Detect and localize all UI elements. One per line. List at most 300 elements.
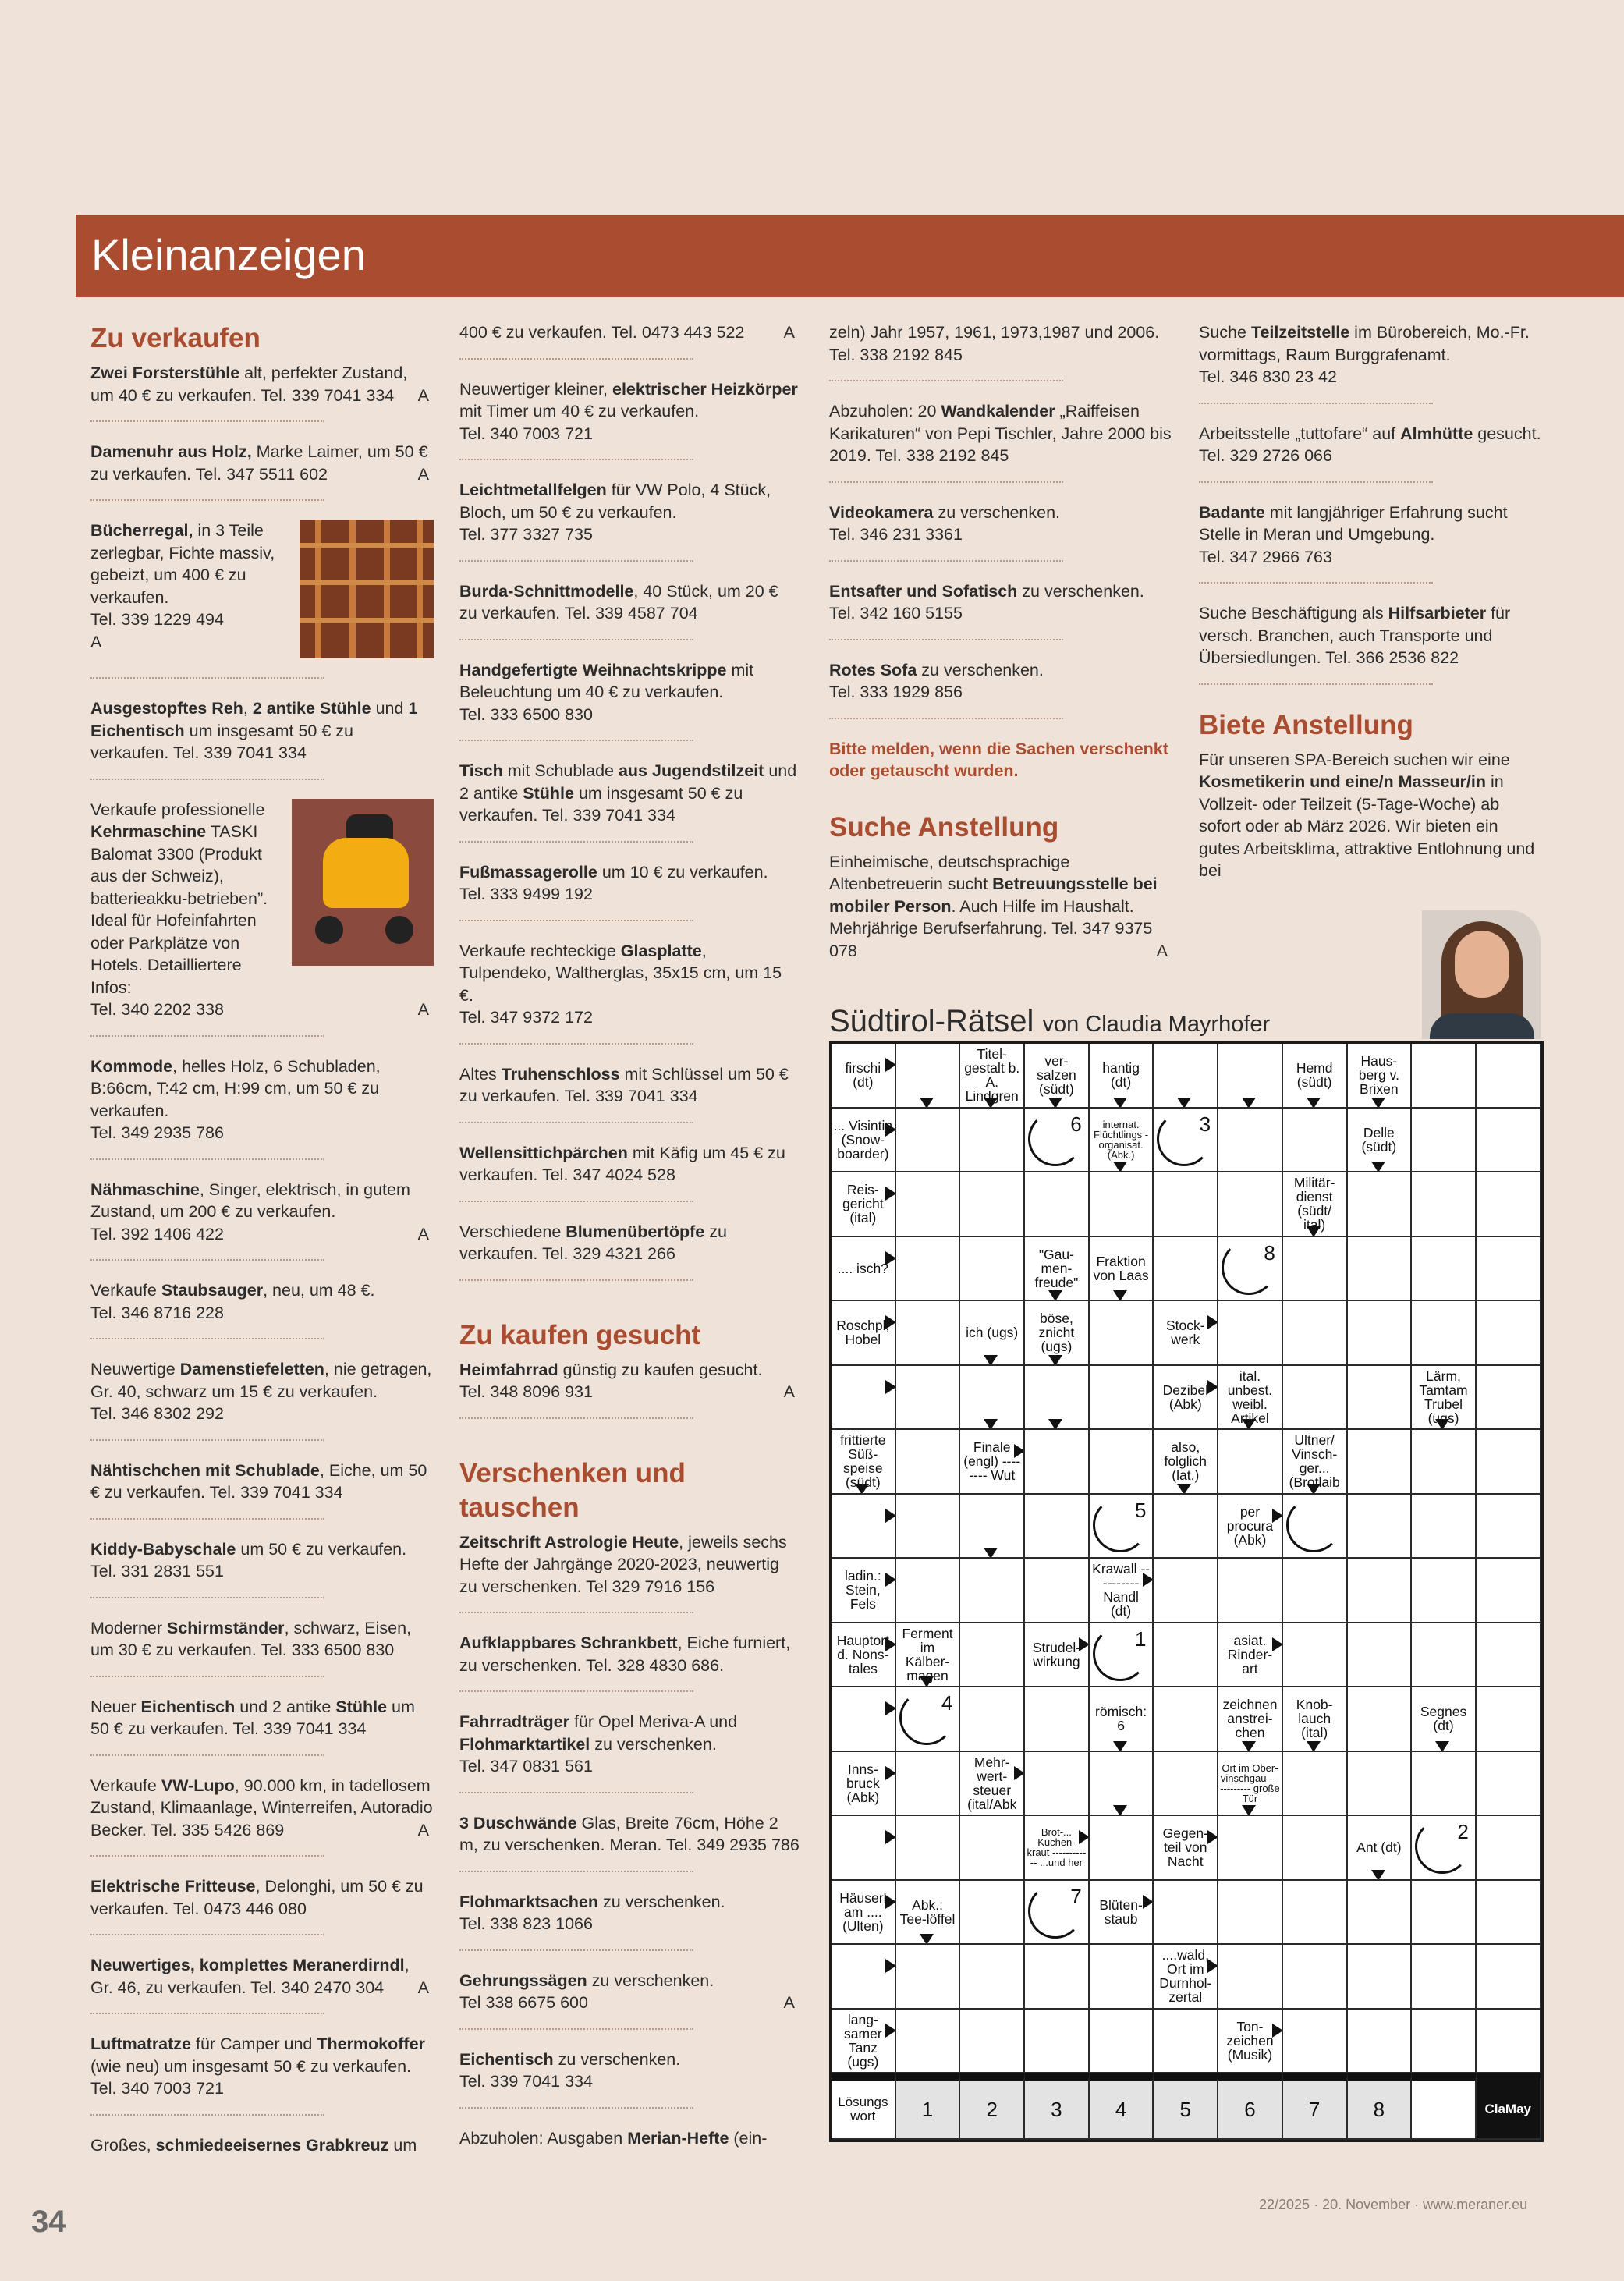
classified-ad [90, 1875, 434, 1935]
crossword-cell[interactable] [1477, 1752, 1541, 1817]
solution-box[interactable]: 2 [960, 2073, 1025, 2140]
arrow-down-icon [920, 1676, 934, 1687]
crossword-cell[interactable] [832, 1366, 896, 1431]
ad-text: Neuwertiger kleiner, elektrischer Heizkörper mit Timer um 40 € zu verkaufen. Tel. 340 7003 721 [459, 379, 798, 443]
crossword-cell[interactable] [1412, 1559, 1477, 1623]
arrow-right-icon [885, 2024, 896, 2038]
crossword-cell[interactable] [1412, 1881, 1477, 1946]
arrow-down-icon [1242, 1098, 1256, 1109]
crossword-cell[interactable] [1477, 1687, 1541, 1752]
arrow-down-icon [984, 1098, 998, 1109]
ad-text: Bücherregal, in 3 Teile zerlegbar, Fichte massiv, gebeizt, um 400 € zu verkaufen. Tel. 339 1229 494 A [90, 521, 275, 651]
crossword-clue-cell [1025, 1237, 1090, 1302]
crossword-cell[interactable] [896, 2010, 961, 2074]
ad-text: Verschiedene Blumenübertöpfe zu verkaufen. Tel. 329 4321 266 [459, 1222, 727, 1263]
crossword-clue-cell [1090, 1881, 1154, 1946]
crossword-cell[interactable] [960, 1881, 1025, 1946]
classified-ad [459, 1221, 800, 1281]
crossword-cell[interactable] [1154, 1623, 1218, 1688]
arrow-down-icon [1177, 1484, 1191, 1495]
classified-ad [459, 659, 800, 742]
classified-ad [90, 520, 434, 679]
crossword-cell[interactable] [1025, 1559, 1090, 1623]
clue-text: hantig (dt) [1102, 1060, 1140, 1091]
crossword-cell[interactable] [1283, 1559, 1348, 1623]
ad-text: Videokamera zu verschenken. Tel. 346 231 3361 [829, 502, 1060, 544]
arrow-right-icon [885, 1573, 896, 1587]
clue-text: zeichnen anstrei-chen [1222, 1697, 1278, 1741]
arrow-right-icon [1143, 1573, 1154, 1587]
clue-text: Lärm, Tamtam Trubel (ugs) [1419, 1368, 1468, 1426]
crossword-author: von Claudia Mayrhofer [1042, 1012, 1271, 1037]
crossword-cell[interactable] [1477, 1945, 1541, 2010]
crossword-cell[interactable] [832, 1495, 896, 1559]
arrow-down-icon [1435, 1419, 1449, 1430]
arrow-right-icon [885, 1187, 896, 1201]
crossword-cell[interactable] [1218, 1237, 1283, 1302]
arrow-right-icon [1079, 1637, 1090, 1651]
crossword-cell[interactable] [1283, 1366, 1348, 1431]
section-heading-seeking-job: Suche Anstellung [829, 811, 1059, 843]
classified-ad [90, 799, 434, 1037]
arrow-right-icon [1207, 1959, 1218, 1973]
arrow-right-icon [885, 1380, 896, 1394]
arrow-right-icon [1272, 1637, 1283, 1651]
crossword-clue-cell [832, 1301, 896, 1366]
crossword-cell[interactable] [1025, 1752, 1090, 1817]
ad-text: 3 Duschwände Glas, Breite 76cm, Höhe 2 m, zu verschenken. Meran. Tel. 349 2935 786 [459, 1813, 800, 1854]
crossword-cell[interactable] [960, 1816, 1025, 1881]
crossword-cell[interactable] [1218, 1172, 1283, 1237]
crossword-cell[interactable] [1412, 1172, 1477, 1237]
crossword-cell[interactable] [896, 1495, 961, 1559]
crossword-clue-cell [1283, 1687, 1348, 1752]
ad-text: Altes Truhenschloss mit Schlüssel um 50 € zu verkaufen. Tel. 339 7041 334 [459, 1064, 789, 1105]
crossword-cell[interactable] [1025, 1109, 1090, 1173]
ad-text: Verkaufe Staubsauger, neu, um 48 €. Tel. 346 8716 228 [90, 1281, 375, 1322]
crossword-clue-cell [960, 1752, 1025, 1817]
crossword-clue-cell [832, 1172, 896, 1237]
classified-ad [90, 1055, 434, 1160]
crossword-cell[interactable] [1090, 1495, 1154, 1559]
crossword-cell[interactable] [1154, 1559, 1218, 1623]
crossword-clue-cell [1090, 1044, 1154, 1109]
crossword-cell[interactable] [1218, 1945, 1283, 2010]
ad-code: A [417, 1978, 429, 1997]
ad-text: Badante mit langjähriger Erfahrung sucht Stelle in Meran und Umgebung. Tel. 347 2966 763 [1199, 502, 1508, 566]
crossword-clue-cell [1154, 1366, 1218, 1431]
giveaway-notice: Bitte melden, wenn die Sachen verschenkt oder getauscht wurden. [829, 739, 1168, 780]
crossword-clue-cell [1025, 1623, 1090, 1688]
crossword-cell[interactable] [1348, 1752, 1413, 1817]
crossword-cell[interactable] [1025, 1881, 1090, 1946]
clue-text: ... Visintin (Snow-boarder) [833, 1117, 893, 1162]
clue-text: Militär-dienst (südt/ ital) [1293, 1175, 1335, 1233]
classified-ad [90, 1460, 434, 1520]
arrow-down-icon [920, 1098, 934, 1109]
solution-number: 4 [941, 1691, 953, 1715]
ad-text: Flohmarktsachen zu verschenken. Tel. 338 823 1066 [459, 1892, 725, 1933]
crossword-cell[interactable] [1348, 1559, 1413, 1623]
classified-ad [829, 851, 1172, 978]
crossword-clue-cell [1218, 1687, 1283, 1752]
crossword-cell[interactable] [1025, 1495, 1090, 1559]
brand-logo: ClaMay [1477, 2073, 1541, 2140]
arrow-right-icon [885, 1766, 896, 1780]
crossword-cell[interactable] [1477, 1559, 1541, 1623]
crossword-cell[interactable] [1412, 1816, 1477, 1881]
crossword-cell[interactable] [1348, 1945, 1413, 2010]
solution-box[interactable]: 8 [1348, 2073, 1413, 2140]
crossword-cell[interactable] [1025, 1945, 1090, 2010]
arrow-right-icon [885, 1895, 896, 1909]
arrow-right-icon [1207, 1315, 1218, 1329]
crossword-cell[interactable] [896, 1430, 961, 1495]
clue-text: Brot-... Küchen-kraut ------------ ...und her [1027, 1826, 1087, 1869]
section-heading-giveaway: Verschenken und tauschen [459, 1457, 686, 1523]
section-heading-job-offer: Biete Anstellung [1199, 709, 1413, 740]
crossword-cell[interactable] [1218, 1430, 1283, 1495]
crossword-clue-cell [1348, 1109, 1413, 1173]
crossword-clue-cell [832, 1430, 896, 1495]
crossword-cell[interactable] [1348, 1430, 1413, 1495]
arrow-down-icon [1435, 1741, 1449, 1752]
crossword-cell[interactable] [1218, 1109, 1283, 1173]
crossword-cell[interactable] [1090, 1945, 1154, 2010]
header-banner [76, 215, 1624, 297]
clue-text: Abk.: Tee-löffel [899, 1896, 956, 1927]
crossword-cell[interactable] [1477, 1172, 1541, 1237]
crossword-clue-cell [1348, 1044, 1413, 1109]
ad-code: A [783, 1993, 795, 2012]
solution-circle-icon [1286, 1498, 1341, 1552]
ad-list-sale [90, 362, 434, 2172]
classified-ad [459, 1063, 800, 1123]
classified-ad [90, 1358, 434, 1441]
crossword-cell[interactable] [1218, 1816, 1283, 1881]
crossword-clue-cell [1218, 1752, 1283, 1817]
clue-text: Fraktion von Laas [1093, 1253, 1149, 1283]
crossword-title [829, 1002, 1270, 1043]
crossword-cell[interactable] [1283, 1945, 1348, 2010]
crossword-cell[interactable] [1283, 1495, 1348, 1559]
ad-code: A [1156, 941, 1168, 960]
crossword-cell[interactable] [1412, 1623, 1477, 1688]
arrow-down-icon [1113, 1162, 1127, 1172]
crossword-cell[interactable] [1283, 1623, 1348, 1688]
crossword-cell[interactable] [1348, 1623, 1413, 1688]
crossword-cell[interactable] [1477, 1623, 1541, 1688]
crossword-cell[interactable] [1154, 1687, 1218, 1752]
arrow-right-icon [1272, 1509, 1283, 1523]
classified-ad [1199, 502, 1542, 584]
crossword-cell[interactable] [1477, 1495, 1541, 1559]
crossword-cell[interactable] [1412, 1044, 1477, 1109]
crossword-cell[interactable] [896, 1301, 961, 1366]
arrow-right-icon [885, 1509, 896, 1523]
ad-text: Burda-Schnittmodelle, 40 Stück, um 20 € zu verkaufen. Tel. 339 4587 704 [459, 581, 778, 623]
classified-ad [1199, 423, 1542, 483]
classified-ad [829, 400, 1172, 483]
clue-text: "Gau-men-freude" [1034, 1246, 1079, 1290]
crossword-cell[interactable] [1218, 1044, 1283, 1109]
crossword-cell[interactable] [896, 1687, 961, 1752]
ad-list-sale-cont [459, 321, 800, 1281]
crossword-cell[interactable] [1348, 1172, 1413, 1237]
crossword-cell[interactable] [1412, 1752, 1477, 1817]
crossword-cell[interactable] [1283, 1301, 1348, 1366]
crossword-cell[interactable] [1412, 1109, 1477, 1173]
classified-ad [90, 1696, 434, 1756]
arrow-down-icon [1048, 1098, 1062, 1109]
crossword-cell[interactable] [960, 2010, 1025, 2074]
section-heading-sale: Zu verkaufen [90, 323, 261, 353]
ad-text: Fahrradträger für Opel Meriva-A und Flohmarktartikel zu verschenken. Tel. 347 0831 561 [459, 1712, 738, 1775]
crossword-cell[interactable] [1154, 1237, 1218, 1302]
crossword-cell[interactable] [896, 1559, 961, 1623]
crossword-cell[interactable] [960, 1945, 1025, 2010]
crossword-cell[interactable] [1348, 1881, 1413, 1946]
crossword-cell[interactable] [960, 1623, 1025, 1688]
arrow-right-icon [1207, 1830, 1218, 1844]
crossword-clue-cell [1154, 1430, 1218, 1495]
crossword-cell[interactable] [896, 1366, 961, 1431]
crossword-cell[interactable] [896, 1237, 961, 1302]
classified-ad [459, 321, 800, 360]
arrow-right-icon [1143, 1895, 1154, 1909]
ad-code: A [783, 1382, 795, 1401]
classified-ad [90, 441, 434, 501]
classified-ad [90, 1775, 434, 1857]
clue-text: lang-samer Tanz (ugs) [844, 2011, 882, 2070]
crossword-cell[interactable] [1025, 2010, 1090, 2074]
crossword-cell[interactable] [1283, 1109, 1348, 1173]
author-portrait [1422, 910, 1541, 1039]
crossword-clue-cell [1154, 1816, 1218, 1881]
crossword-cell[interactable] [1218, 1881, 1283, 1946]
arrow-down-icon [1113, 1098, 1127, 1109]
arrow-down-icon [1307, 1098, 1321, 1109]
crossword-cell[interactable] [1090, 1816, 1154, 1881]
solution-box[interactable]: 5 [1154, 2073, 1218, 2140]
crossword-cell[interactable] [1477, 1366, 1541, 1431]
crossword-cell[interactable] [960, 1237, 1025, 1302]
clue-text: Ferment im Kälber-magen [902, 1625, 953, 1683]
crossword-cell[interactable] [1154, 1752, 1218, 1817]
arrow-down-icon [1113, 1805, 1127, 1816]
crossword-cell[interactable] [832, 1945, 896, 2010]
crossword-cell[interactable] [960, 1366, 1025, 1431]
clue-text: .... isch? [837, 1260, 888, 1276]
ad-text: Eichentisch zu verschenken. Tel. 339 7041 334 [459, 2049, 681, 2091]
crossword-cell[interactable] [1090, 1366, 1154, 1431]
crossword-clue-cell [1090, 1237, 1154, 1302]
crossword-cell[interactable] [832, 1687, 896, 1752]
arrow-down-icon [1048, 1419, 1062, 1430]
crossword-cell[interactable] [1154, 1495, 1218, 1559]
crossword-cell[interactable] [960, 1495, 1025, 1559]
ad-code: A [417, 1820, 429, 1839]
classified-ad [459, 1142, 800, 1202]
clue-text: ich (ugs) [966, 1325, 1019, 1341]
clue-text: Blüten-staub [1099, 1896, 1143, 1927]
clue-text: böse, znicht (ugs) [1038, 1311, 1075, 1355]
clue-text: ladin.: Stein, Fels [844, 1568, 881, 1612]
crossword-cell[interactable] [896, 1752, 961, 1817]
crossword-clue-cell [1412, 1366, 1477, 1431]
solution-box[interactable]: 6 [1218, 2073, 1283, 2140]
ad-text: Verkaufe professionelle Kehrmaschine TASKI Balomat 3300 (Produkt aus der Schweiz), batterieakku-betrieben”. Ideal für Hofeinfahrten oder Parkplätze von Hotels. Detailliertere Infos: Tel. 340 2202 338 [90, 800, 268, 1019]
crossword-cell[interactable] [1412, 1495, 1477, 1559]
classified-ad [459, 1359, 800, 1419]
crossword-cell[interactable] [1348, 1687, 1413, 1752]
arrow-down-icon [1371, 1870, 1385, 1881]
crossword-cell[interactable] [1348, 1237, 1413, 1302]
crossword-cell[interactable] [1477, 2010, 1541, 2074]
crossword-cell[interactable] [896, 1816, 961, 1881]
crossword-cell[interactable] [1283, 1816, 1348, 1881]
crossword-cell[interactable] [1025, 1430, 1090, 1495]
crossword-cell[interactable] [1348, 1366, 1413, 1431]
crossword-cell[interactable] [1283, 1881, 1348, 1946]
crossword-cell[interactable] [896, 1172, 961, 1237]
ad-text: Tisch mit Schublade aus Jugendstilzeit und 2 antike Stühle um insgesamt 50 € zu verkaufen. Tel. 339 7041 334 [459, 761, 797, 825]
crossword-cell[interactable] [832, 1816, 896, 1881]
clue-text: frittierte Süß-speise (südt) [840, 1432, 886, 1491]
crossword-cell[interactable] [1090, 1752, 1154, 1817]
crossword-cell[interactable] [1025, 1687, 1090, 1752]
crossword-cell[interactable] [1283, 1237, 1348, 1302]
ad-text: Wellensittichpärchen mit Käfig um 45 € zu verkaufen. Tel. 347 4024 528 [459, 1143, 785, 1184]
crossword-cell[interactable] [1154, 1109, 1218, 1173]
crossword-cell[interactable] [1477, 1044, 1541, 1109]
arrow-down-icon [1307, 1741, 1321, 1752]
clue-text: Hemd (südt) [1296, 1060, 1333, 1091]
solution-box[interactable]: 4 [1090, 2073, 1154, 2140]
crossword-cell[interactable] [1348, 2010, 1413, 2074]
crossword-cell[interactable] [960, 1687, 1025, 1752]
crossword-cell[interactable] [1090, 2010, 1154, 2074]
clue-text: ver-salzen (südt) [1037, 1053, 1076, 1098]
crossword-cell[interactable] [1154, 1172, 1218, 1237]
crossword-cell[interactable] [1154, 1044, 1218, 1109]
classified-ad [90, 1617, 434, 1677]
classified-ad [459, 2049, 800, 2109]
clue-text: Segnes (dt) [1420, 1704, 1467, 1734]
arrow-right-icon [1079, 1830, 1090, 1844]
crossword-cell[interactable] [1218, 1559, 1283, 1623]
ad-text: Damenuhr aus Holz, Marke Laimer, um 50 € zu verkaufen. Tel. 347 5511 602 [90, 442, 428, 484]
clue-text: also, folglich (lat.) [1164, 1439, 1207, 1484]
arrow-down-icon [984, 1419, 998, 1430]
arrow-right-icon [885, 1701, 896, 1715]
crossword-clue-cell [1283, 1430, 1348, 1495]
crossword-cell[interactable] [1477, 1816, 1541, 1881]
classified-ad [90, 697, 434, 780]
arrow-down-icon [1307, 1484, 1321, 1495]
crossword-cell[interactable] [1348, 1495, 1413, 1559]
clue-text: Titel-gestalt b. A. Lindgren [964, 1046, 1020, 1105]
clue-text: firschi (dt) [845, 1060, 881, 1091]
crossword-cell[interactable] [1412, 2010, 1477, 2074]
classified-ad [459, 1812, 800, 1872]
crossword-title-text: Südtirol-Rätsel [829, 1004, 1034, 1038]
crossword-cell[interactable] [1412, 1237, 1477, 1302]
crossword-cell[interactable] [1283, 2010, 1348, 2074]
bookshelf-photo [300, 520, 434, 658]
arrow-down-icon [1177, 1098, 1191, 1109]
crossword-clue-cell [1025, 1301, 1090, 1366]
clue-text: internat. Flüchtlings -organisat. (Abk.) [1094, 1118, 1149, 1161]
crossword-cell[interactable] [1090, 1301, 1154, 1366]
solution-label: Lösungs wort [832, 2073, 896, 2140]
solution-number: 1 [1134, 1626, 1147, 1651]
solution-box[interactable]: 1 [896, 2073, 961, 2140]
crossword-cell[interactable] [1412, 1945, 1477, 2010]
solution-box[interactable]: 3 [1025, 2073, 1090, 2140]
crossword-clue-cell [960, 1301, 1025, 1366]
crossword-cell[interactable] [1477, 1109, 1541, 1173]
crossword-cell[interactable] [1154, 1881, 1218, 1946]
crossword-cell[interactable] [1348, 1301, 1413, 1366]
crossword-cell[interactable] [1477, 1430, 1541, 1495]
solution-box[interactable]: 7 [1283, 2073, 1348, 2140]
crossword-cell[interactable] [1412, 1301, 1477, 1366]
crossword-clue-cell [1025, 1044, 1090, 1109]
crossword-cell[interactable] [960, 1109, 1025, 1173]
crossword-clue-cell [1348, 1816, 1413, 1881]
crossword-cell[interactable] [1412, 1430, 1477, 1495]
clue-text: Ton-zeichen (Musik) [1226, 2018, 1274, 2063]
crossword-cell[interactable] [1090, 1430, 1154, 1495]
crossword-cell[interactable] [1477, 1237, 1541, 1302]
crossword-cell[interactable] [960, 1559, 1025, 1623]
classified-ad [90, 1179, 434, 1261]
column-1 [90, 321, 434, 2172]
crossword-cell[interactable] [1090, 1172, 1154, 1237]
crossword-cell[interactable] [1283, 1752, 1348, 1817]
ad-text: Gehrungssägen zu verschenken. Tel 338 6675 600 [459, 1971, 714, 2012]
crossword-cell[interactable] [896, 1044, 961, 1109]
crossword-clue-cell [832, 1044, 896, 1109]
classified-ad [459, 580, 800, 640]
ad-text: Entsafter und Sofatisch zu verschenken. Tel. 342 160 5155 [829, 581, 1144, 623]
crossword-cell[interactable] [1154, 2010, 1218, 2074]
ad-text: Neuer Eichentisch und 2 antike Stühle um 50 € zu verkaufen. Tel. 339 7041 334 [90, 1697, 415, 1738]
crossword-clue-cell [1218, 1495, 1283, 1559]
crossword-cell[interactable] [896, 1945, 961, 2010]
crossword-cell[interactable] [1477, 1881, 1541, 1946]
crossword-cell[interactable] [960, 1172, 1025, 1237]
ad-text: Nähmaschine, Singer, elektrisch, in gutem Zustand, um 200 € zu verkaufen. Tel. 392 1406 422 [90, 1180, 410, 1243]
crossword-cell[interactable] [1090, 1623, 1154, 1688]
solution-number: 7 [1070, 1884, 1082, 1908]
crossword-cell[interactable] [1477, 1301, 1541, 1366]
crossword-cell[interactable] [896, 1109, 961, 1173]
clue-text: Dezibel (Abk) [1162, 1382, 1208, 1412]
crossword-cell[interactable] [1218, 1301, 1283, 1366]
crossword-cell[interactable] [1025, 1366, 1090, 1431]
edition-info: 22/2025 · 20. November · www.meraner.eu [1259, 2197, 1528, 2212]
ad-text: Moderner Schirmständer, schwarz, Eisen, um 30 € zu verkaufen. Tel. 333 6500 830 [90, 1618, 412, 1659]
clue-text: Krawall ---------- Nandl (dt) [1092, 1561, 1151, 1619]
clue-text: römisch: 6 [1095, 1704, 1147, 1734]
crossword-clue-cell [1025, 1816, 1090, 1881]
ad-text: Nähtischchen mit Schublade, Eiche, um 50 € zu verkaufen. Tel. 339 7041 334 [90, 1460, 427, 1502]
ad-text: Elektrische Fritteuse, Delonghi, um 50 € zu verkaufen. Tel. 0473 446 080 [90, 1877, 424, 1918]
crossword-cell[interactable] [1025, 1172, 1090, 1237]
ad-text: Handgefertigte Weihnachtskrippe mit Beleuchtung um 40 € zu verkaufen. Tel. 333 6500 830 [459, 660, 754, 724]
